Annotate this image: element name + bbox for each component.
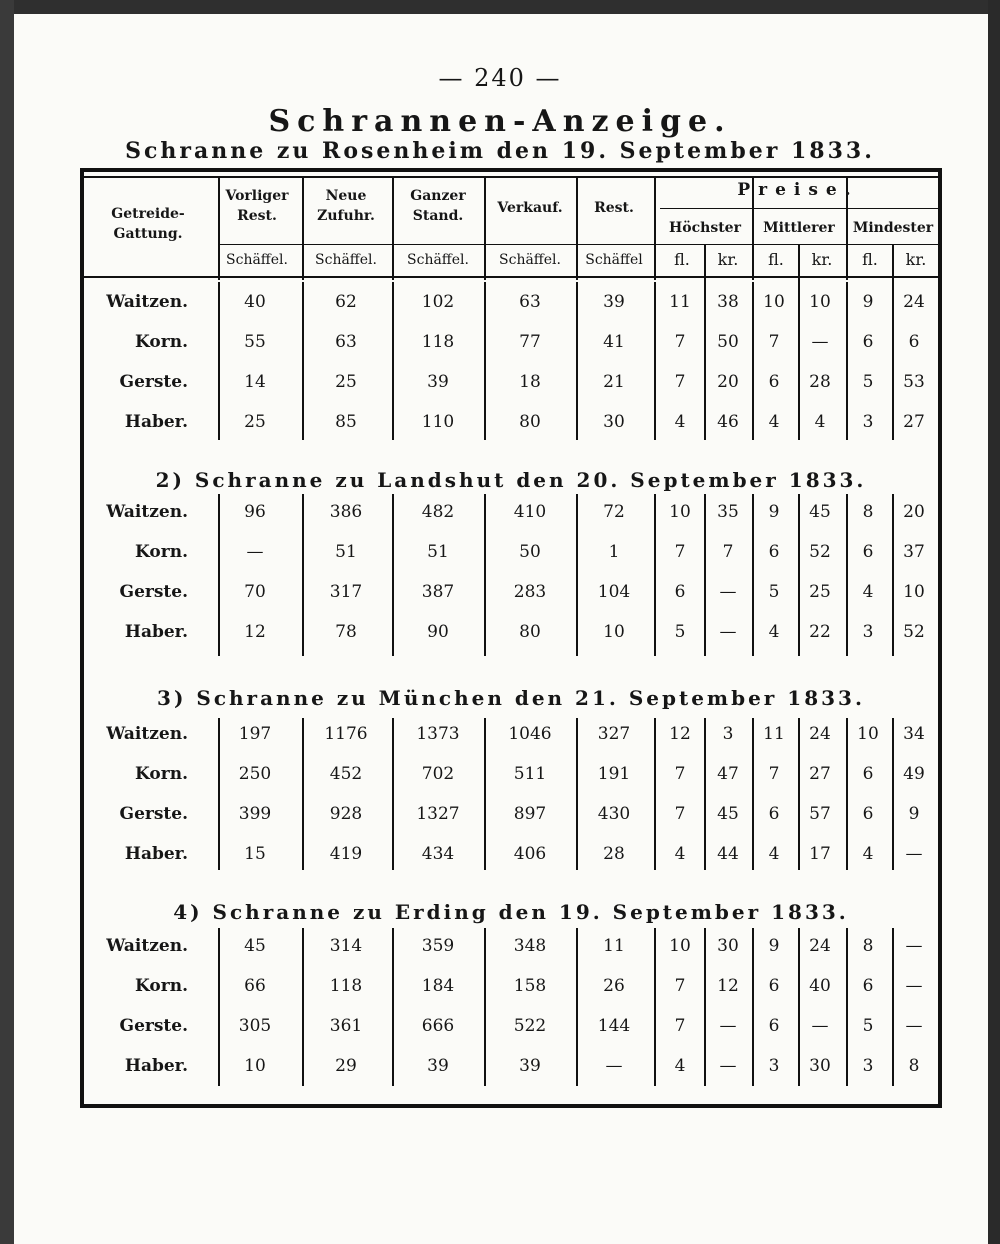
- cell-l-fl: 3: [862, 622, 874, 642]
- cell-m-fl: 4: [768, 412, 780, 432]
- rule-header-bottom: [84, 276, 938, 278]
- cell-new: 361: [329, 1016, 363, 1036]
- cell-h-fl: 4: [674, 844, 686, 864]
- cell-rest: 327: [597, 724, 631, 744]
- cell-l-fl: 8: [862, 502, 874, 522]
- cell-sale: 522: [513, 1016, 547, 1036]
- cell-prev: 10: [244, 1056, 266, 1076]
- cell-m-fl: 6: [768, 372, 780, 392]
- col-rule-header-2: [392, 176, 394, 280]
- header-h-fl: fl.: [674, 250, 690, 269]
- col-rule-s2-6: [704, 718, 706, 870]
- cell-l-fl: 6: [862, 976, 874, 996]
- cell-new: 25: [335, 372, 357, 392]
- cell-m-fl: 6: [768, 804, 780, 824]
- cell-total: 90: [427, 622, 449, 642]
- cell-total: 482: [421, 502, 455, 522]
- cell-l-fl: 4: [862, 844, 874, 864]
- cell-h-fl: 11: [669, 292, 691, 312]
- cell-total: 51: [427, 542, 449, 562]
- cell-m-kr: 4: [814, 412, 826, 432]
- rule-prices: [660, 208, 938, 209]
- header-unit-total: Schäffel.: [407, 252, 469, 268]
- col-rule-s0-3: [484, 282, 486, 440]
- grain-name: Gerste.: [119, 804, 188, 824]
- cell-prev: 96: [244, 502, 266, 522]
- grain-name: Gerste.: [119, 372, 188, 392]
- cell-h-kr: 12: [717, 976, 739, 996]
- section-1-title: Schranne zu Rosenheim den 19. September 1833.: [125, 138, 875, 164]
- cell-prev: 305: [238, 1016, 272, 1036]
- cell-l-kr: 9: [908, 804, 920, 824]
- cell-h-kr: —: [719, 1016, 737, 1036]
- header-unit-rest: Schäffel: [585, 252, 643, 268]
- cell-m-kr: 40: [809, 976, 831, 996]
- header-grain-type: Getreide-Gattung.: [111, 206, 185, 242]
- cell-total: 1373: [416, 724, 460, 744]
- cell-new: 928: [329, 804, 363, 824]
- col-rule-s2-5: [654, 718, 656, 870]
- col-rule-header-3: [484, 176, 486, 280]
- col-rule-s1-6: [704, 494, 706, 656]
- grain-name: Waitzen.: [106, 292, 188, 312]
- cell-h-kr: —: [719, 1056, 737, 1076]
- header-unit-sale: Schäffel.: [499, 252, 561, 268]
- col-rule-s1-1: [302, 494, 304, 656]
- cell-l-fl: 8: [862, 936, 874, 956]
- cell-new: 1176: [324, 724, 368, 744]
- rule-unit: [218, 244, 938, 245]
- cell-h-kr: 20: [717, 372, 739, 392]
- cell-prev: 250: [238, 764, 272, 784]
- cell-m-kr: 24: [809, 724, 831, 744]
- col-rule-s1-5: [654, 494, 656, 656]
- cell-m-kr: 22: [809, 622, 831, 642]
- cell-sale: 410: [513, 502, 547, 522]
- header-lowest: Mindester: [852, 220, 934, 236]
- header-unit-prev: Schäffel.: [226, 252, 288, 268]
- cell-m-fl: 3: [768, 1056, 780, 1076]
- cell-total: 666: [421, 1016, 455, 1036]
- cell-rest: 1: [608, 542, 620, 562]
- col-rule-s3-6: [704, 928, 706, 1086]
- cell-sale: 77: [519, 332, 541, 352]
- cell-total: 110: [421, 412, 455, 432]
- cell-l-kr: —: [905, 844, 923, 864]
- cell-prev: 66: [244, 976, 266, 996]
- cell-l-fl: 6: [862, 764, 874, 784]
- cell-sale: 406: [513, 844, 547, 864]
- cell-l-kr: 27: [903, 412, 925, 432]
- cell-rest: 41: [603, 332, 625, 352]
- header-middle: Mittlerer: [763, 220, 835, 236]
- cell-rest: 191: [597, 764, 631, 784]
- col-rule-s0-6: [704, 282, 706, 440]
- cell-new: 314: [329, 936, 363, 956]
- cell-m-kr: 24: [809, 936, 831, 956]
- header-sale: Verkauf.: [497, 200, 563, 216]
- cell-total: 702: [421, 764, 455, 784]
- cell-sale: 511: [513, 764, 547, 784]
- cell-h-kr: 30: [717, 936, 739, 956]
- cell-rest: 72: [603, 502, 625, 522]
- cell-rest: 30: [603, 412, 625, 432]
- cell-m-fl: 10: [763, 292, 785, 312]
- col-rule-header-1: [302, 176, 304, 280]
- cell-h-kr: 44: [717, 844, 739, 864]
- cell-prev: 197: [238, 724, 272, 744]
- cell-l-kr: 20: [903, 502, 925, 522]
- scan-border-right: [988, 0, 1000, 1244]
- header-h-kr: kr.: [717, 250, 739, 269]
- cell-sale: 39: [519, 1056, 541, 1076]
- cell-l-fl: 4: [862, 582, 874, 602]
- cell-h-kr: 3: [722, 724, 734, 744]
- cell-h-kr: 45: [717, 804, 739, 824]
- col-rule-s3-3: [484, 928, 486, 1086]
- cell-h-fl: 7: [674, 542, 686, 562]
- grain-name: Waitzen.: [106, 724, 188, 744]
- header-rest: Rest.: [594, 200, 634, 216]
- cell-l-fl: 10: [857, 724, 879, 744]
- cell-prev: 14: [244, 372, 266, 392]
- col-rule-header-0: [218, 176, 220, 280]
- cell-l-kr: 53: [903, 372, 925, 392]
- cell-rest: 26: [603, 976, 625, 996]
- cell-m-kr: —: [811, 332, 829, 352]
- cell-rest: 28: [603, 844, 625, 864]
- grain-name: Haber.: [124, 1056, 188, 1076]
- col-rule-s2-1: [302, 718, 304, 870]
- cell-total: 39: [427, 372, 449, 392]
- header-l-fl: fl.: [862, 250, 878, 269]
- cell-total: 387: [421, 582, 455, 602]
- cell-h-fl: 10: [669, 502, 691, 522]
- cell-new: 118: [329, 976, 363, 996]
- cell-m-fl: 6: [768, 976, 780, 996]
- col-rule-s2-3: [484, 718, 486, 870]
- col-rule-s1-4: [576, 494, 578, 656]
- grain-name: Haber.: [124, 844, 188, 864]
- cell-new: 62: [335, 292, 357, 312]
- cell-l-kr: 6: [908, 332, 920, 352]
- cell-m-fl: 5: [768, 582, 780, 602]
- cell-prev: 55: [244, 332, 266, 352]
- cell-prev: 25: [244, 412, 266, 432]
- cell-new: 29: [335, 1056, 357, 1076]
- grain-name: Haber.: [124, 412, 188, 432]
- cell-h-fl: 7: [674, 372, 686, 392]
- cell-l-kr: 10: [903, 582, 925, 602]
- col-rule-header-5: [654, 176, 656, 280]
- cell-rest: 430: [597, 804, 631, 824]
- cell-h-kr: 47: [717, 764, 739, 784]
- col-rule-s2-4: [576, 718, 578, 870]
- cell-m-fl: 9: [768, 502, 780, 522]
- cell-m-fl: 6: [768, 1016, 780, 1036]
- cell-h-fl: 5: [674, 622, 686, 642]
- cell-h-kr: —: [719, 622, 737, 642]
- cell-new: 317: [329, 582, 363, 602]
- cell-l-kr: 52: [903, 622, 925, 642]
- cell-sale: 1046: [508, 724, 552, 744]
- cell-m-kr: 57: [809, 804, 831, 824]
- header-l-kr: kr.: [905, 250, 927, 269]
- cell-m-kr: 30: [809, 1056, 831, 1076]
- grain-name: Haber.: [124, 622, 188, 642]
- cell-new: 63: [335, 332, 357, 352]
- cell-h-fl: 7: [674, 332, 686, 352]
- cell-prev: —: [246, 542, 264, 562]
- cell-rest: 11: [603, 936, 625, 956]
- cell-m-fl: 4: [768, 622, 780, 642]
- cell-rest: 21: [603, 372, 625, 392]
- cell-sale: 283: [513, 582, 547, 602]
- col-rule-s3-4: [576, 928, 578, 1086]
- header-new-supply: Neue Zufuhr.: [317, 188, 375, 224]
- cell-h-fl: 7: [674, 804, 686, 824]
- cell-h-fl: 7: [674, 1016, 686, 1036]
- cell-l-fl: 6: [862, 804, 874, 824]
- cell-prev: 399: [238, 804, 272, 824]
- cell-sale: 63: [519, 292, 541, 312]
- cell-l-kr: 34: [903, 724, 925, 744]
- cell-l-fl: 5: [862, 1016, 874, 1036]
- col-rule-header-4: [576, 176, 578, 280]
- section-2-title: 2) Schranne zu Landshut den 20. September 1833.: [155, 468, 867, 492]
- cell-new: 85: [335, 412, 357, 432]
- header-m-kr: kr.: [811, 250, 833, 269]
- cell-total: 118: [421, 332, 455, 352]
- header-total-stock: Ganzer Stand.: [410, 188, 466, 224]
- cell-h-fl: 4: [674, 412, 686, 432]
- scan-border-left: [0, 0, 14, 1244]
- cell-sale: 348: [513, 936, 547, 956]
- cell-h-kr: 35: [717, 502, 739, 522]
- grain-name: Gerste.: [119, 1016, 188, 1036]
- col-rule-s0-4: [576, 282, 578, 440]
- cell-prev: 15: [244, 844, 266, 864]
- cell-m-fl: 11: [763, 724, 785, 744]
- col-rule-s0-2: [392, 282, 394, 440]
- cell-h-fl: 4: [674, 1056, 686, 1076]
- col-rule-s0-5: [654, 282, 656, 440]
- grain-name: Waitzen.: [106, 502, 188, 522]
- cell-m-fl: 7: [768, 332, 780, 352]
- cell-l-fl: 6: [862, 542, 874, 562]
- cell-h-kr: 50: [717, 332, 739, 352]
- cell-new: 51: [335, 542, 357, 562]
- cell-h-kr: 7: [722, 542, 734, 562]
- cell-l-fl: 3: [862, 1056, 874, 1076]
- cell-m-fl: 9: [768, 936, 780, 956]
- scan-border-top: [0, 0, 1000, 14]
- cell-prev: 45: [244, 936, 266, 956]
- cell-l-fl: 9: [862, 292, 874, 312]
- header-m-fl: fl.: [768, 250, 784, 269]
- cell-sale: 80: [519, 412, 541, 432]
- header-highest: Höchster: [669, 220, 741, 236]
- cell-h-kr: 38: [717, 292, 739, 312]
- cell-total: 359: [421, 936, 455, 956]
- cell-total: 102: [421, 292, 455, 312]
- header-unit-new: Schäffel.: [315, 252, 377, 268]
- cell-rest: 39: [603, 292, 625, 312]
- cell-m-kr: 28: [809, 372, 831, 392]
- cell-new: 78: [335, 622, 357, 642]
- cell-sale: 158: [513, 976, 547, 996]
- cell-m-fl: 6: [768, 542, 780, 562]
- cell-new: 452: [329, 764, 363, 784]
- section-3-title: 3) Schranne zu München den 21. September 1833.: [157, 686, 865, 710]
- col-rule-s1-3: [484, 494, 486, 656]
- col-rule-s2-2: [392, 718, 394, 870]
- cell-prev: 12: [244, 622, 266, 642]
- page-title: Schrannen-Anzeige.: [268, 104, 732, 139]
- cell-l-kr: 37: [903, 542, 925, 562]
- cell-h-kr: —: [719, 582, 737, 602]
- cell-new: 419: [329, 844, 363, 864]
- cell-h-fl: 12: [669, 724, 691, 744]
- section-4-title: 4) Schranne zu Erding den 19. September 1833.: [173, 900, 849, 924]
- cell-m-kr: 27: [809, 764, 831, 784]
- page-number: — 240 —: [438, 64, 562, 92]
- cell-sale: 897: [513, 804, 547, 824]
- cell-rest: 144: [597, 1016, 631, 1036]
- grain-name: Waitzen.: [106, 936, 188, 956]
- cell-l-kr: —: [905, 1016, 923, 1036]
- header-prev-rest: Vorliger Rest.: [225, 188, 289, 224]
- col-rule-s0-1: [302, 282, 304, 440]
- cell-sale: 80: [519, 622, 541, 642]
- cell-l-kr: —: [905, 976, 923, 996]
- cell-l-kr: 8: [908, 1056, 920, 1076]
- cell-rest: 104: [597, 582, 631, 602]
- grain-name: Korn.: [135, 764, 188, 784]
- cell-h-fl: 6: [674, 582, 686, 602]
- grain-name: Gerste.: [119, 582, 188, 602]
- cell-l-kr: 24: [903, 292, 925, 312]
- cell-total: 39: [427, 1056, 449, 1076]
- cell-sale: 50: [519, 542, 541, 562]
- cell-prev: 70: [244, 582, 266, 602]
- cell-l-kr: 49: [903, 764, 925, 784]
- cell-prev: 40: [244, 292, 266, 312]
- cell-m-kr: 45: [809, 502, 831, 522]
- cell-new: 386: [329, 502, 363, 522]
- cell-h-kr: 46: [717, 412, 739, 432]
- cell-m-fl: 7: [768, 764, 780, 784]
- cell-m-kr: 25: [809, 582, 831, 602]
- cell-h-fl: 7: [674, 976, 686, 996]
- cell-m-kr: —: [811, 1016, 829, 1036]
- col-rule-s3-2: [392, 928, 394, 1086]
- cell-l-fl: 3: [862, 412, 874, 432]
- cell-rest: 10: [603, 622, 625, 642]
- cell-m-kr: 52: [809, 542, 831, 562]
- cell-m-kr: 10: [809, 292, 831, 312]
- grain-name: Korn.: [135, 542, 188, 562]
- cell-h-fl: 7: [674, 764, 686, 784]
- grain-name: Korn.: [135, 976, 188, 996]
- col-rule-s3-5: [654, 928, 656, 1086]
- header-prices: Preise.: [737, 180, 859, 200]
- cell-h-fl: 10: [669, 936, 691, 956]
- cell-l-kr: —: [905, 936, 923, 956]
- cell-total: 434: [421, 844, 455, 864]
- cell-total: 1327: [416, 804, 460, 824]
- col-rule-s1-2: [392, 494, 394, 656]
- cell-rest: —: [605, 1056, 623, 1076]
- cell-total: 184: [421, 976, 455, 996]
- rule-top: [84, 176, 938, 178]
- cell-l-fl: 6: [862, 332, 874, 352]
- col-rule-s3-1: [302, 928, 304, 1086]
- grain-name: Korn.: [135, 332, 188, 352]
- cell-sale: 18: [519, 372, 541, 392]
- cell-l-fl: 5: [862, 372, 874, 392]
- cell-m-fl: 4: [768, 844, 780, 864]
- cell-m-kr: 17: [809, 844, 831, 864]
